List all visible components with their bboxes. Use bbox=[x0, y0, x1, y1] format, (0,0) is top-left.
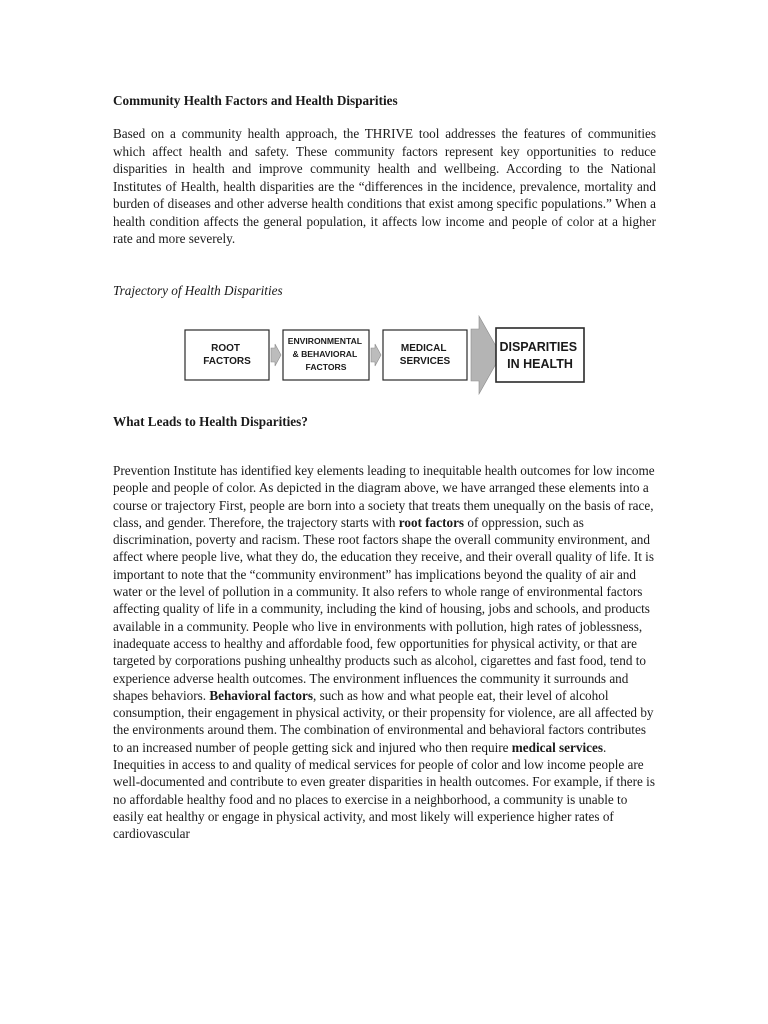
step-label: IN HEALTH bbox=[507, 357, 573, 371]
step-label: MEDICAL bbox=[400, 343, 447, 354]
body-text: Prevention Institute has identified key elements leading to inequitable health outcomes for low income people and people of color. As depicted in the diagram above, we have arranged these elements into a course or trajectory First, people are born into a society that treats them unequally on the basis of race, class, and gender. Therefore, the trajectory starts with bbox=[113, 463, 655, 530]
diagram-step-medical-services bbox=[383, 330, 467, 380]
step-label: ROOT bbox=[211, 343, 241, 354]
section-heading: What Leads to Health Disparities? bbox=[113, 414, 308, 429]
arrow-right-icon bbox=[371, 344, 381, 366]
arrow-right-icon bbox=[271, 344, 281, 366]
body-text: . Inequities in access to and quality of medical services for people of color and low income people are well-documented and contribute to even greater disparities in health outcomes. For example, if there is no affordable healthy food and no places to exercise in a neighborhood, a community is unable to easily eat healthy or engage in physical activity, and most likely will experience higher rates of cardiovascular bbox=[113, 739, 655, 842]
diagram-step-environmental-behavioral bbox=[283, 330, 369, 380]
step-label: & BEHAVIORAL bbox=[292, 349, 358, 359]
step-label: FACTORS bbox=[203, 356, 251, 367]
body-text: of oppression, such as discrimination, poverty and racism. These root factors shape the overall community environment, and affect where people live, what they do, the education they receive, and their overall quality of life. It is important to note that the “community environment” has implications beyond the quality of air and water or the level of pollution in a community. It also refers to whole range of environmental factors affecting quality of life in a community, including the kind of housing, jobs and schools, and products available in a community. People who live in environments with pollution, high rates of joblessness, inadequate access to healthy and affordable food, few opportunities for physical activity, or that are targeted by corporations pushing unhealthy products such as alcohol, cigarettes and fast food, tend to experience adverse health outcomes. The environment influences the community it surrounds and shapes behaviors. bbox=[113, 514, 654, 703]
step-label: SERVICES bbox=[399, 356, 451, 367]
diagram-step-root-factors bbox=[185, 330, 269, 380]
body-term-bold: Behavioral factors bbox=[209, 687, 313, 703]
body-term-bold: root factors bbox=[398, 514, 465, 530]
body-text: , such as how and what people eat, their level of alcohol consumption, their engagement in physical activity, or their propensity for violence, are all affected by the environments around them. The combination of environmental and behavioral factors contributes to an increased number of people getting sick and injured who then require bbox=[113, 687, 654, 755]
document-title: Community Health Factors and Health Disparities bbox=[113, 93, 398, 108]
figure-caption: Trajectory of Health Disparities bbox=[113, 283, 283, 298]
step-label: DISPARITIES bbox=[499, 340, 578, 354]
body-term-bold: medical services bbox=[511, 739, 603, 755]
step-label: FACTORS bbox=[305, 362, 347, 372]
intro-paragraph: Based on a community health approach, the THRIVE tool addresses the features of communities which affect health and safety. These community factors represent key opportunities to reduce disparities in health and improve community health and wellbeing. According to the National Institutes of Health, health disparities are the “differences in the incidence, prevalence, mortality and burden of diseases and other adverse health conditions that exist among specific populations.” When a health condition affects the general population, it affects low income and people of color at a higher rate and more severely. bbox=[113, 126, 656, 246]
body-paragraph bbox=[113, 462, 658, 843]
diagram-step-disparities-in-health bbox=[496, 328, 584, 382]
step-label: ENVIRONMENTAL bbox=[287, 336, 362, 346]
trajectory-diagram bbox=[183, 314, 585, 396]
